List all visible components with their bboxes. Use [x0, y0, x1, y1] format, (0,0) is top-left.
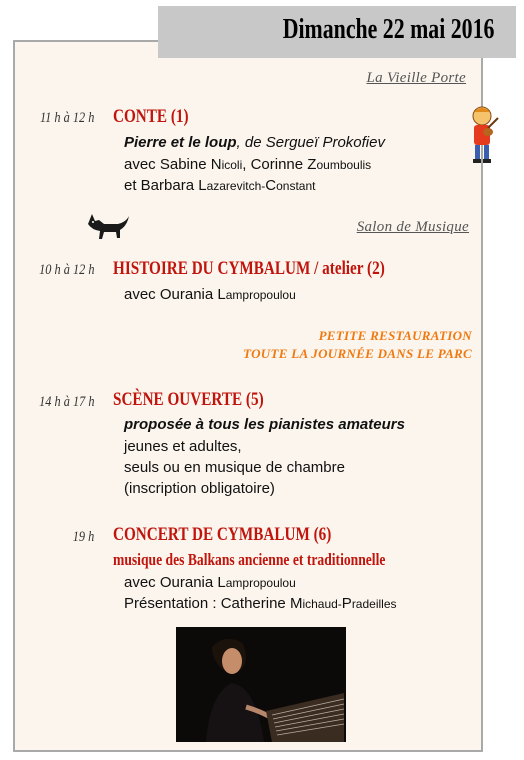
venue-salon-musique: Salon de Musique — [356, 219, 469, 235]
date-header — [158, 6, 516, 58]
event-1-title: CONTE (1) — [113, 106, 189, 127]
event-1-cast-1: avec Sabine Nicoli, Corinne Zoumboulis — [124, 156, 372, 173]
event-3-time: 14 h à 17 h — [38, 394, 94, 410]
event-3-title: SCÈNE OUVERTE (5) — [113, 389, 264, 410]
event-4-title: CONCERT DE CYMBALUM (6) — [113, 524, 332, 545]
event-3-line-1: jeunes et adultes, — [124, 438, 242, 455]
event-4-presenter: Présentation : Catherine Michaud-Pradeilles — [124, 595, 397, 612]
event-2-cast: avec Ourania Lampropoulou — [124, 286, 296, 303]
venue-vieille-porte: La Vieille Porte — [366, 70, 466, 86]
notice-line-2: TOUTE LA JOURNÉE DANS LE PARC — [243, 346, 472, 361]
wolf-icon — [84, 212, 130, 242]
event-2-title: HISTOIRE DU CYMBALUM / atelier (2) — [113, 258, 385, 279]
event-4-subtitle: musique des Balkans ancienne et traditionnelle — [113, 550, 386, 569]
event-4-time: 19 h — [72, 529, 94, 545]
event-2-time: 10 h à 12 h — [38, 262, 94, 278]
cymbalum-player-photo — [176, 627, 346, 742]
peter-violin-icon — [464, 104, 500, 166]
event-1-cast-2: et Barbara Lazarevitch-Constant — [124, 177, 316, 194]
date-title: Dimanche 22 mai 2016 — [282, 14, 494, 45]
notice-line-1: PETITE RESTAURATION — [318, 328, 472, 343]
event-3-subtitle: proposée à tous les pianistes amateurs — [124, 416, 405, 433]
event-4-cast: avec Ourania Lampropoulou — [124, 574, 296, 591]
event-3-line-3: (inscription obligatoire) — [124, 480, 275, 497]
event-1-work: Pierre et le loup, de Sergueï Prokofiev — [124, 134, 385, 151]
event-1-time: 11 h à 12 h — [39, 110, 94, 126]
event-3-line-2: seuls ou en musique de chambre — [124, 459, 345, 476]
